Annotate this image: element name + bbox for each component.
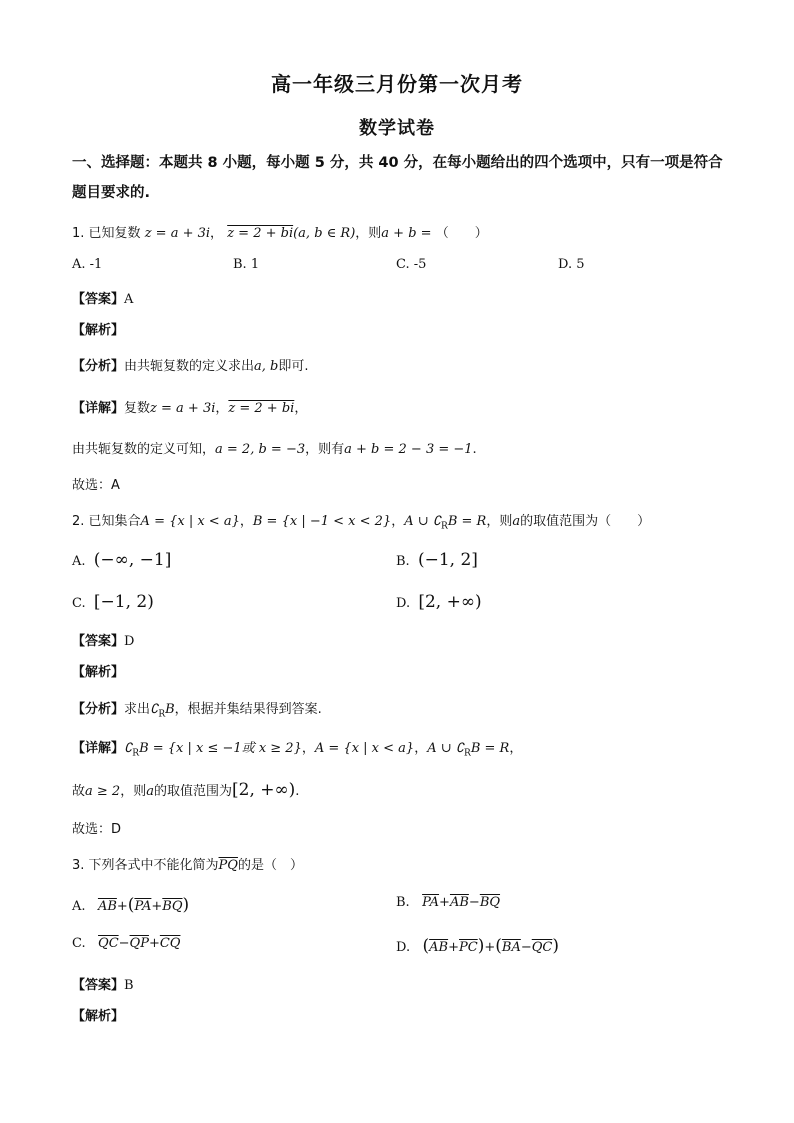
section-heading: 一、选择题：本题共 8 小题，每小题 5 分，共 40 分，在每小题给出的四个选项中，只有一项是符合题目要求的. bbox=[72, 155, 723, 201]
q2-xiangjie: 【详解】$∁_RB = \{x$ | x ≤ −1或 x ≥ 2}，A = {x | x < a}，A ∪ $∁_RB = R$， bbox=[72, 741, 523, 759]
q3-stem: 3. 下列各式中不能化简为$\overline{PQ}$的是（ ） bbox=[72, 858, 303, 873]
q2-analysis-tag: 【解析】 bbox=[72, 665, 125, 680]
q1-answer: 【答案】A bbox=[72, 292, 134, 307]
q2-option-c: C. [−1, 2) bbox=[72, 592, 154, 612]
q2-option-a: A. (−∞, −1] bbox=[72, 550, 172, 570]
page-subtitle: 数学试卷 bbox=[359, 118, 435, 139]
q1-option-d: D. 5 bbox=[558, 257, 585, 272]
q3-option-b: B. $\overline{PA}+\overline{AB}-\overline{BQ}$ bbox=[396, 895, 501, 910]
q3-option-d: D. $(\overline{AB}+\overline{PC})+(\overline{BA}-\overline{QC})$ bbox=[396, 936, 559, 956]
q1-derivation: 由共轭复数的定义可知，a = 2, b = −3，则有a + b = 2 − 3 = −1. bbox=[72, 442, 477, 457]
q3-option-a: A. $\overline{AB}+(\overline{PA}+\overline{BQ})$ bbox=[72, 895, 190, 915]
q1-option-a: A. -1 bbox=[72, 257, 103, 272]
q1-stem: 1. 已知复数 z = a + 3i， z = 2 + bi(a, b ∈ R)，则a + b = （ ） bbox=[72, 226, 488, 241]
q2-answer: 【答案】D bbox=[72, 634, 135, 649]
q3-option-c: C. $\overline{QC}-\overline{QP}+\overline{CQ}$ bbox=[72, 936, 181, 951]
q1-fenxi: 【分析】由共轭复数的定义求出a, b即可. bbox=[72, 359, 309, 374]
page-title: 高一年级三月份第一次月考 bbox=[271, 72, 523, 96]
q2-derivation: 故a ≥ 2，则a的取值范围为[2, +∞). bbox=[72, 780, 300, 800]
q1-option-c: C. -5 bbox=[396, 257, 427, 272]
q2-fenxi: 【分析】求出$∁_RB$，根据并集结果得到答案. bbox=[72, 702, 322, 720]
q2-stem: 2. 已知集合A = {x | x < a}，B = {x | −1 < x < 2}，A ∪ $∁_RB = R$，则a的取值范围为（ ） bbox=[72, 514, 651, 532]
q2-choice: 故选：D bbox=[72, 822, 122, 837]
q1-choice: 故选：A bbox=[72, 478, 120, 493]
q3-answer: 【答案】B bbox=[72, 978, 134, 993]
q2-option-b: B. (−1, 2] bbox=[396, 550, 478, 570]
q1-option-b: B. 1 bbox=[233, 257, 260, 272]
q2-option-d: D. [2, +∞) bbox=[396, 592, 482, 612]
q3-analysis-tag: 【解析】 bbox=[72, 1009, 125, 1024]
q1-xiangjie: 【详解】复数z = a + 3i，z = 2 + bi， bbox=[72, 401, 308, 416]
q1-analysis-tag: 【解析】 bbox=[72, 323, 125, 338]
